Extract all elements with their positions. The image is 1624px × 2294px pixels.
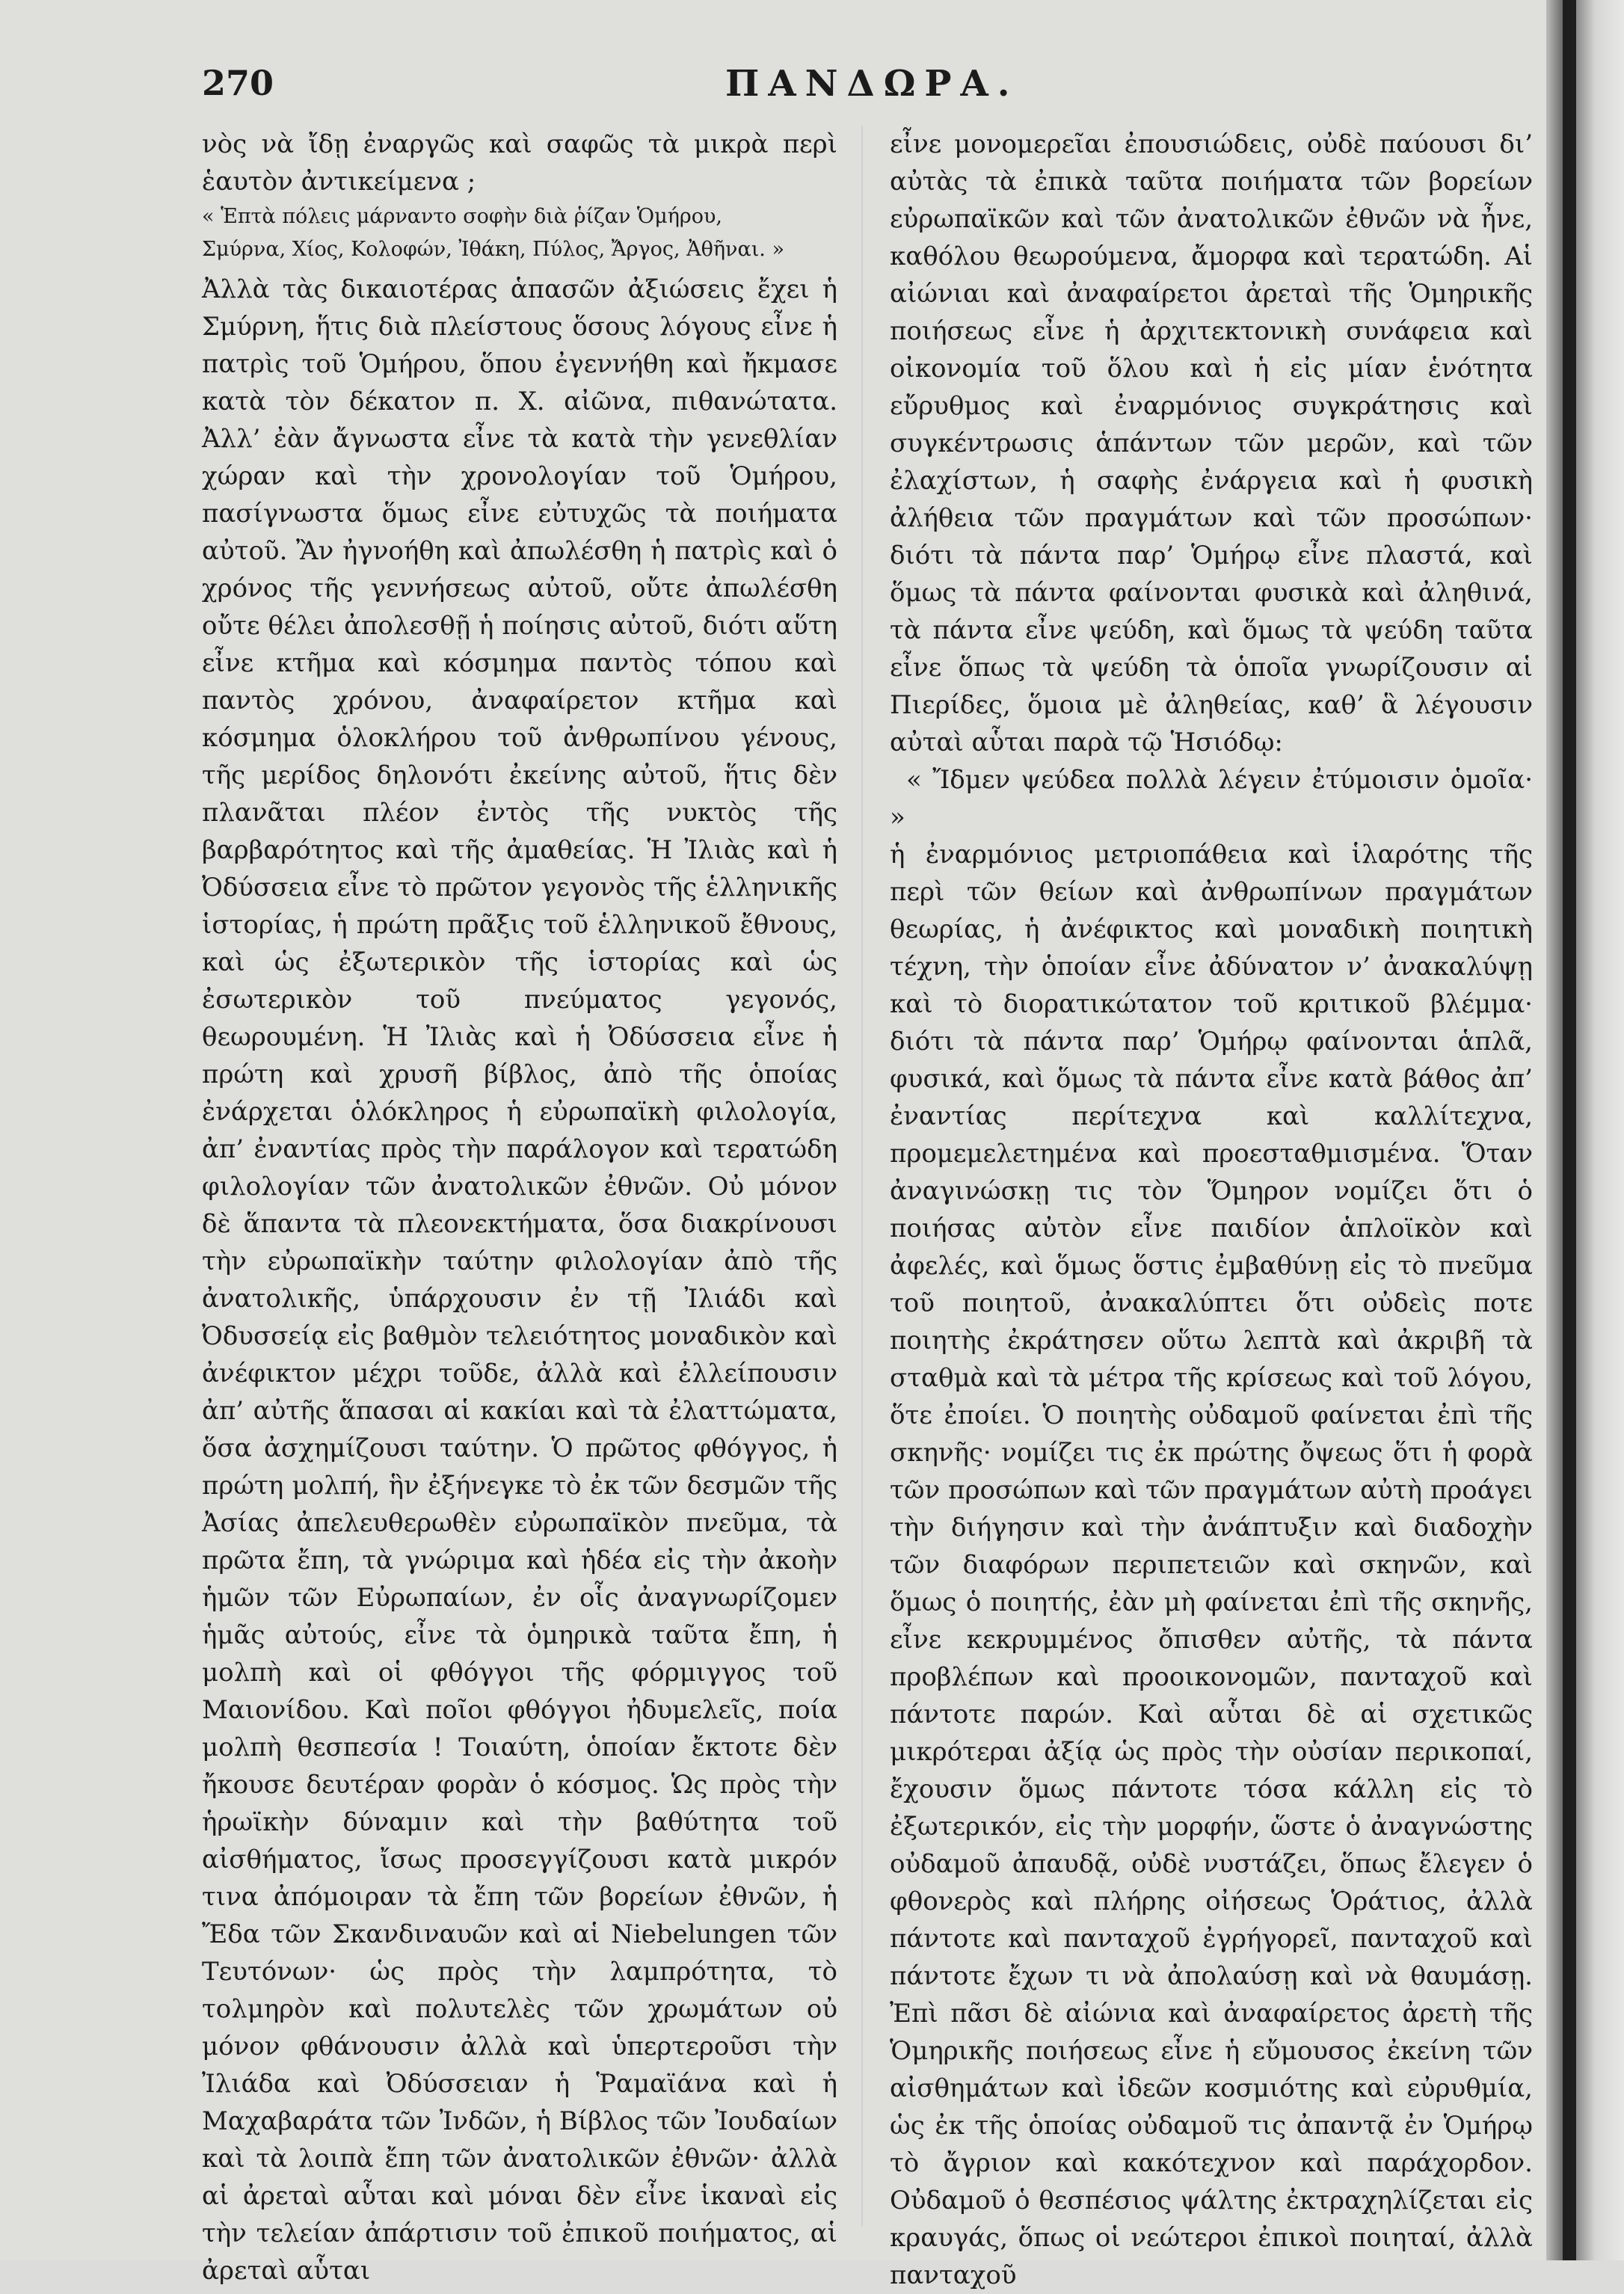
column-gutter	[861, 126, 863, 2227]
running-title: ΠΑΝΔΩΡΑ.	[725, 63, 1019, 105]
page-number: 270	[202, 63, 274, 103]
hesiod-quote: « Ἴδμεν ψεύδεα πολλὰ λέγειν ἐτύμοισιν ὁμοῖα· »	[890, 765, 1533, 832]
page-margin-edge	[1576, 0, 1624, 2260]
binding-shadow	[1546, 0, 1563, 2260]
seven-cities-quote	[202, 200, 837, 266]
right-column	[890, 126, 1533, 2294]
left-paragraph-1: νὸς νὰ ἴδῃ ἐναργῶς καὶ σαφῶς τὰ μικρὰ περὶ ἑαυτὸν ἀντικείμενα ;	[202, 129, 837, 197]
left-column	[202, 126, 837, 2290]
right-paragraph-2: ἡ ἐναρμόνιος μετριοπάθεια καὶ ἱλαρότης τῆς περὶ τῶν θείων καὶ ἀνθρωπίνων πραγμάτων θεωρίας, ἡ ἀνέφικτος καὶ μοναδικὴ ποιητικὴ τέχνη, τὴν ὁποίαν εἶνε ἀδύνατον ν’ ἀνακαλύψῃ καὶ τὸ διορατικώτατον τοῦ κριτικοῦ βλέμμα· διότι τὰ πάντα παρ’ Ὁμήρῳ φαίνονται ἁπλᾶ, φυσικά, καὶ ὅμως τὰ πάντα εἶνε κατὰ βάθος ἀπ’ ἐναντίας περίτεχνα καὶ καλλίτεχνα, προμεμελετημένα καὶ προεσταθμισμένα. Ὅταν ἀναγινώσκῃ τις τὸν Ὅμηρον νομίζει ὅτι ὁ ποιήσας αὐτὸν εἶνε παιδίον ἁπλοϊκὸν καὶ ἀφελές, καὶ ὅμως ὅστις ἐμβαθύνῃ εἰς τὸ πνεῦμα τοῦ ποιητοῦ, ἀνακαλύπτει ὅτι οὐδεὶς ποτε ποιητὴς ἐκράτησεν οὕτω λεπτὰ καὶ ἀκριβῆ τὰ σταθμὰ καὶ τὰ μέτρα τῆς κρίσεως καὶ τοῦ λόγου, ὅτε ἐποίει. Ὁ ποιητὴς οὐδαμοῦ φαίνεται ἐπὶ τῆς σκηνῆς· νομίζει τις ἐκ πρώτης ὄψεως ὅτι ἡ φορὰ τῶν προσώπων καὶ τῶν πραγμάτων αὐτὴ προάγει τὴν διήγησιν καὶ τὴν ἀνάπτυξιν καὶ διαδοχὴν τῶν διαφόρων περιπετειῶν καὶ σκηνῶν, καὶ ὅμως ὁ ποιητής, ἐὰν μὴ φαίνεται ἐπὶ τῆς σκηνῆς, εἶνε κεκρυμμένος ὄπισθεν αὐτῆς, τὰ πάντα προβλέπων καὶ προοικονομῶν, πανταχοῦ καὶ πάντοτε παρών. Καὶ αὗται δὲ αἱ σχετικῶς μικρότεραι ἀξίᾳ ὡς πρὸς τὴν οὐσίαν περικοπαί, ἔχουσιν ὅμως πάντοτε τόσα κάλλη εἰς τὸ ἐξωτερικόν, εἰς τὴν μορφήν, ὥστε ὁ ἀναγνώστης οὐδαμοῦ ἀπαυδᾷ, οὐδὲ νυστάζει, ὅπως ἔλεγεν ὁ φθονερὸς καὶ πλήρης οἰήσεως Ὁράτιος, ἀλλὰ πάντοτε καὶ πανταχοῦ ἐγρήγορεῖ, πανταχοῦ καὶ πάντοτε ἔχων τι νὰ ἀπολαύσῃ καὶ νὰ θαυμάσῃ. Ἐπὶ πᾶσι δὲ αἰώνια καὶ ἀναφαίρετος ἀρετὴ τῆς Ὁμηρικῆς ποιήσεως εἶνε ἡ εὔμουσος ἐκείνη τῶν αἰσθημάτων καὶ ἰδεῶν κοσμιότης καὶ εὐρυθμία, ὡς ἐκ τῆς ὁποίας οὐδαμοῦ τις ἀπαντᾷ ἐν Ὁμήρῳ τὸ ἄγριον καὶ κακότεχνον καὶ παράχορδον. Οὐδαμοῦ ὁ θεσπέσιος ψάλτης ἐκτραχηλίζεται εἰς κραυγάς, ὅπως οἱ νεώτεροι ἐπικοὶ ποιηταί, ἀλλὰ πανταχοῦ	[890, 840, 1533, 2290]
left-paragraph-2: Ἀλλὰ τὰς δικαιοτέρας ἁπασῶν ἀξιώσεις ἔχει ἡ Σμύρνη, ἥτις διὰ πλείστους ὅσους λόγους εἶνε ἡ πατρὶς τοῦ Ὁμήρου, ὅπου ἐγεννήθη καὶ ἤκμασε κατὰ τὸν δέκατον π. Χ. αἰῶνα, πιθανώτατα. Ἀλλ’ ἐὰν ἄγνωστα εἶνε τὰ κατὰ τὴν γενεθλίαν χώραν καὶ τὴν χρονολογίαν τοῦ Ὁμήρου, πασίγνωστα ὅμως εἶνε εὐτυχῶς τὰ ποιήματα αὐτοῦ. Ἂν ἠγνοήθη καὶ ἀπωλέσθη ἡ πατρὶς καὶ ὁ χρόνος τῆς γεννήσεως αὐτοῦ, οὔτε ἀπωλέσθη οὔτε θέλει ἀπολεσθῇ ἡ ποίησις αὐτοῦ, διότι αὕτη εἶνε κτῆμα καὶ κόσμημα παντὸς τόπου καὶ παντὸς χρόνου, ἀναφαίρετον κτῆμα καὶ κόσμημα ὁλοκλήρου τοῦ ἀνθρωπίνου γένους, τῆς μερίδος δηλονότι ἐκείνης αὐτοῦ, ἥτις δὲν πλανᾶται πλέον ἐντὸς τῆς νυκτὸς τῆς βαρβαρότητος καὶ τῆς ἀμαθείας. Ἡ Ἰλιὰς καὶ ἡ Ὀδύσσεια εἶνε τὸ πρῶτον γεγονὸς τῆς ἑλληνικῆς ἱστορίας, ἡ πρώτη πρᾶξις τοῦ ἑλληνικοῦ ἔθνους, καὶ ὡς ἐξωτερικὸν τῆς ἱστορίας καὶ ὡς ἐσωτερικὸν τοῦ πνεύματος γεγονός, θεωρουμένη. Ἡ Ἰλιὰς καὶ ἡ Ὀδύσσεια εἶνε ἡ πρώτη καὶ χρυσῆ βίβλος, ἀπὸ τῆς ὁποίας ἐνάρχεται ὁλόκληρος ἡ εὐρωπαϊκὴ φιλολογία, ἀπ’ ἐναντίας πρὸς τὴν παράλογον καὶ τερατώδη φιλολογίαν τῶν ἀνατολικῶν ἐθνῶν. Οὐ μόνον δὲ ἅπαντα τὰ πλεονεκτήματα, ὅσα διακρίνουσι τὴν εὐρωπαϊκὴν ταύτην φιλολογίαν ἀπὸ τῆς ἀνατολικῆς, ὑπάρχουσιν ἐν τῇ Ἰλιάδι καὶ Ὀδυσσείᾳ εἰς βαθμὸν τελειότητος μοναδικὸν καὶ ἀνέφικτον μέχρι τοῦδε, ἀλλὰ καὶ ἐλλείπουσιν ἀπ’ αὐτῆς ἅπασαι αἱ κακίαι καὶ τὰ ἐλαττώματα, ὅσα ἀσχημίζουσι ταύτην. Ὁ πρῶτος φθόγγος, ἡ πρώτη μολπή, ἣν ἐξήνεγκε τὸ ἐκ τῶν δεσμῶν τῆς Ἀσίας ἀπελευθερωθὲν εὐρωπαϊκὸν πνεῦμα, τὰ πρῶτα ἔπη, τὰ γνώριμα καὶ ἡδέα εἰς τὴν ἀκοὴν ἡμῶν τῶν Εὐρωπαίων, ἐν οἷς ἀναγνωρίζομεν ἡμᾶς αὐτούς, εἶνε τὰ ὁμηρικὰ ταῦτα ἔπη, ἡ μολπὴ καὶ οἱ φθόγγοι τῆς φόρμιγγος τοῦ Μαιονίδου. Καὶ ποῖοι φθόγγοι ἠδυμελεῖς, ποία μολπὴ θεσπεσία ! Τοιαύτη, ὁποίαν ἔκτοτε δὲν ἤκουσε δευτέραν φορὰν ὁ κόσμος. Ὡς πρὸς τὴν ἡρωϊκὴν δύναμιν καὶ τὴν βαθύτητα τοῦ αἰσθήματος, ἴσως προσεγγίζουσι κατὰ μικρόν τινα ἀπόμοιραν τὰ ἔπη τῶν βορείων ἐθνῶν, ἡ Ἔδα τῶν Σκανδιναυῶν καὶ αἱ Niebelungen τῶν Τευτόνων· ὡς πρὸς τὴν λαμπρότητα, τὸ τολμηρὸν καὶ πολυτελὲς τῶν χρωμάτων οὐ μόνον φθάνουσιν ἀλλὰ καὶ ὑπερτεροῦσι τὴν Ἰλιάδα καὶ Ὀδύσσειαν ἡ Ῥαμαϊάνα καὶ ἡ Μαχαβαράτα τῶν Ἰνδῶν, ἡ Βίβλος τῶν Ἰουδαίων καὶ τὰ λοιπὰ ἔπη τῶν ἀνατολικῶν ἐθνῶν· ἀλλὰ αἱ ἀρεταὶ αὗται καὶ μόναι δὲν εἶνε ἱκαναὶ εἰς τὴν τελείαν ἀπάρτισιν τοῦ ἐπικοῦ ποιήματος, αἱ ἀρεταὶ αὗται	[202, 274, 837, 2286]
quote-line-2: Σμύρνα, Χίος, Κολοφών, Ἰθάκη, Πύλος, Ἄργος, Ἀθῆναι. »	[202, 238, 784, 261]
quote-line-1: « Ἑπτὰ πόλεις μάρναντο σοφὴν διὰ ῥίζαν Ὁμήρου,	[202, 205, 722, 228]
binding-edge	[1563, 0, 1576, 2260]
right-paragraph-1: εἶνε μονομερεῖαι ἐπουσιώδεις, οὐδὲ παύουσι δι’ αὐτὰς τὰ ἐπικὰ ταῦτα ποιήματα τῶν βορείων εὐρωπαϊκῶν καὶ τῶν ἀνατολικῶν ἐθνῶν νὰ ἦνε, καθόλου θεωρούμενα, ἄμορφα καὶ τερατώδη. Αἱ αἰώνιαι καὶ ἀναφαίρετοι ἀρεταὶ τῆς Ὁμηρικῆς ποιήσεως εἶνε ἡ ἀρχιτεκτονικὴ συνάφεια καὶ οἰκονομία τοῦ ὅλου καὶ ἡ εἰς μίαν ἑνότητα εὔρυθμος καὶ ἐναρμόνιος συγκράτησις καὶ συγκέντρωσις ἁπάντων τῶν μερῶν, καὶ τῶν ἐλαχίστων, ἡ σαφὴς ἐνάργεια καὶ ἡ φυσικὴ ἀλήθεια τῶν πραγμάτων καὶ τῶν προσώπων· διότι τὰ πάντα παρ’ Ὁμήρῳ εἶνε πλαστά, καὶ ὅμως τὰ πάντα φαίνονται φυσικὰ καὶ ἀληθινά, τὰ πάντα εἶνε ψεύδη, καὶ ὅμως τὰ ψεύδη ταῦτα εἶνε ὅπως τὰ ψεύδη τὰ ὁποῖα γνωρίζουσιν αἱ Πιερίδες, ὅμοια μὲ ἀληθείας, καθ’ ἃ λέγουσιν αὐταὶ αὗται παρὰ τῷ Ἡσιόδῳ:	[890, 129, 1533, 757]
page-header	[202, 63, 1533, 111]
